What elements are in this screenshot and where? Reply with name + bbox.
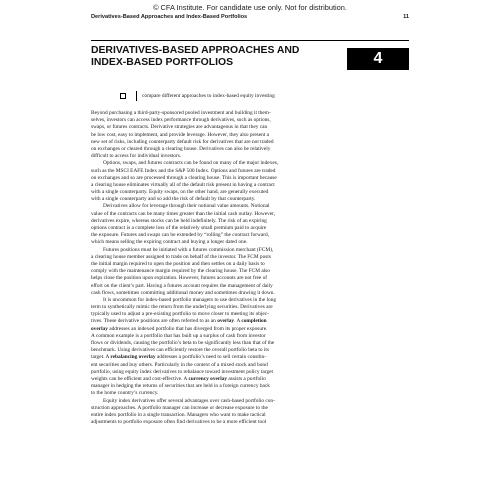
text-line: options contract is a complete loss of the relatively small premium paid to acquire	[91, 225, 267, 231]
learning-outcome	[120, 91, 380, 101]
text-run: . A	[234, 318, 242, 325]
key-term-overlay-2: overlay	[91, 325, 108, 332]
watermark: © CFA Institute. For candidate use only. Not for distribution.	[153, 3, 347, 12]
text-line: swaps, or futures contracts. Derivative strategies are advantageous in that they can	[91, 124, 268, 131]
text-run: target. A	[91, 354, 111, 361]
text-line: effort on the client’s part. Having a futures account requires the management of daily	[91, 282, 273, 289]
text-line: term to synthetically mimic the return from the underlying securities. Derivatives are	[91, 304, 273, 311]
text-run: weights can be efficient and cost-effective. A	[91, 375, 189, 382]
text-line: helps close the position upon expiration. However, futures accounts are not free of	[91, 275, 268, 282]
text-line: new set of risks, including counterparty default risk for derivatives that are not traded	[91, 138, 274, 145]
text-line: the exposure. Futures and swaps can be extended by “rolling” the contract forward,	[91, 232, 270, 239]
paragraph-2	[91, 160, 409, 203]
learning-outcome-divider	[136, 91, 137, 101]
text-line: with a single counterparty and so add the risk of default by that counterparty.	[91, 196, 256, 203]
running-head-title: Derivatives-Based Approaches and Index-Based Portfolios	[91, 14, 248, 20]
text-line	[91, 318, 409, 325]
text-line: difficult to access for individual investors.	[91, 153, 182, 160]
text-line	[91, 354, 409, 361]
text-line: struction approaches. A portfolio manager can increase or decrease exposure to the	[91, 404, 268, 411]
text-line: typically used to adjust a pre-existing portfolio to move closer to meeting its objec-	[91, 311, 269, 318]
text-line: a clearing house eliminates virtually all of the default risk present in having a contract	[91, 181, 275, 188]
text-line: Options, swaps, and futures contracts can be found on many of the major indexes,	[103, 160, 279, 167]
text-line: the initial margin required to open the position and then settles on a daily basis to	[91, 260, 265, 267]
text-line: Derivatives allow for leverage through their notional value amounts. Notional	[103, 203, 270, 210]
text-run: addresses a portfolio’s need to sell certain constitu-	[155, 354, 267, 361]
text-line	[91, 326, 409, 333]
text-line: Beyond purchasing a third-party-sponsored pooled investment and building it them-	[91, 110, 271, 116]
paragraph-3	[91, 203, 409, 246]
text-line: to the home country’s currency.	[91, 390, 159, 397]
running-head	[91, 14, 409, 20]
text-line: on exchanges or cleared through a clearing house. Derivatives can also be relatively	[91, 145, 271, 152]
text-line: on exchanges and so are processed through a clearing house. This is important because	[91, 174, 277, 181]
text-line: It is uncommon for index-based portfolio managers to use derivatives in the long	[103, 296, 277, 303]
text-line: benchmark. Using derivatives can efficiently restore the overall portfolio beta to its	[91, 347, 269, 354]
paragraph-6	[91, 398, 409, 427]
text-line: manager in hedging the returns of securities that are held in a foreign currency back	[91, 383, 270, 390]
chapter-title-line-1: DERIVATIVES-BASED APPROACHES AND	[91, 45, 300, 56]
learning-outcome-checkbox[interactable]	[120, 93, 126, 99]
text-line: comply with the maintenance margin required by the clearing house. The FCM also	[91, 268, 270, 275]
chapter-title	[91, 45, 321, 69]
page-number: 11	[403, 14, 409, 20]
key-term-completion: completion	[241, 318, 267, 325]
text-line: a clearing house member assigned to trade on behalf of the investor. The FCM posts	[91, 253, 271, 260]
text-line	[91, 376, 409, 383]
key-term-overlay: overlay	[217, 318, 235, 325]
title-rule	[91, 40, 409, 41]
text-line: which means selling the expiring contract and buying a longer dated one.	[91, 239, 248, 246]
text-line: Futures positions must be initiated with a futures commission merchant (FCM),	[103, 246, 274, 253]
text-line: such as the MSCI EAFE Index and the S&P 500 Index. Options and futures are traded	[91, 167, 276, 174]
text-line: with a single counterparty. Equity swaps, on the other hand, are generally executed	[91, 189, 269, 196]
paragraph-5	[91, 297, 409, 398]
text-line: entire index portfolio in a single transaction. Managers who want to make tactical	[91, 411, 266, 418]
chapter-number-badge: 4	[347, 48, 409, 70]
text-line: flows or dividends, causing the portfolio’s beta to be significantly less than that of the	[91, 340, 275, 346]
text-line: be low cost, easy to implement, and provide leverage. However, they also present a	[91, 131, 270, 138]
learning-outcome-text: compare different approaches to index-based equity investing	[142, 93, 275, 99]
paragraph-1	[91, 110, 409, 160]
text-line: cash flows, sometimes committing additional money and sometimes drawing it down.	[91, 289, 275, 296]
paragraph-4	[91, 247, 409, 297]
text-line: ent securities and buy others. Particularly in the context of a mixed stock and bond	[91, 361, 268, 368]
key-term-currency-overlay: currency overlay	[188, 375, 228, 382]
text-line: A common example is a portfolio that has built up a surplus of cash from investor	[91, 332, 266, 339]
text-line: adjustments to portfolio exposure often find derivatives to be a more efficient tool	[91, 419, 267, 426]
text-run: tives. These derivative positions are often referred to as an	[91, 318, 216, 325]
text-line: Equity index derivatives offer several advantages over cash-based portfolio con-	[103, 397, 275, 404]
text-run: assists a portfolio	[227, 375, 266, 382]
text-line: portfolio, using equity index derivatives to rebalance toward investment policy target	[91, 368, 273, 375]
body-text	[91, 110, 409, 426]
text-run: addresses an indexed portfolio that has diverged from its proper exposure.	[107, 325, 268, 332]
text-line: value of the contracts can be many times greater than the initial cash outlay. However,	[91, 210, 276, 217]
text-line: derivatives expire, whereas stocks can be held indefinitely. The risk of an expiring	[91, 217, 267, 224]
key-term-rebalancing-overlay: rebalancing overlay	[110, 354, 156, 361]
chapter-title-line-2: INDEX-BASED PORTFOLIOS	[91, 57, 234, 68]
text-line: selves, investors can access index performance through derivatives, such as options,	[91, 117, 271, 124]
